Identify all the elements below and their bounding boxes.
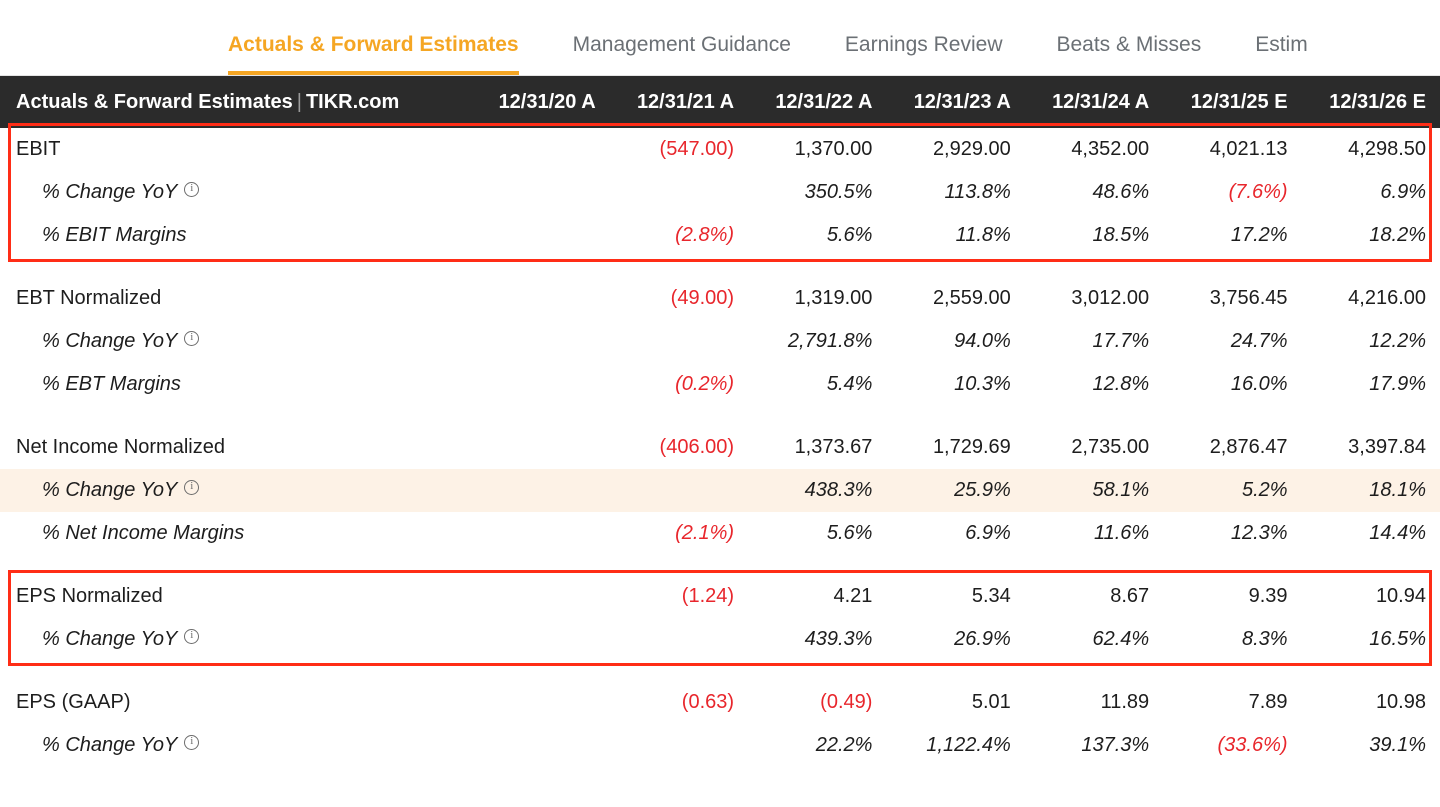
row-label: [0, 214, 471, 257]
cell-value: [610, 724, 748, 767]
cell-value: 1,122.4%: [926, 734, 1011, 756]
cell-value: 16.5%: [1369, 628, 1426, 650]
cell-value: 1,319.00: [794, 287, 873, 309]
table-title: Actuals & Forward Estimates: [16, 90, 293, 113]
cell-value: 5.01: [971, 691, 1011, 713]
cell-value: [471, 320, 609, 363]
row-label-text: % Change YoY: [42, 330, 178, 352]
cell-value: [471, 214, 609, 257]
cell-value: 2,735.00: [1071, 436, 1150, 458]
row-label: [0, 277, 471, 320]
cell-value: 12.8%: [1092, 373, 1150, 395]
cell-value: 9.39: [1248, 585, 1288, 607]
cell-value: [471, 575, 609, 618]
cell-value: 17.7%: [1092, 330, 1150, 352]
cell-value: 1,729.69: [932, 436, 1011, 458]
column-header-0[interactable]: 12/31/20 A: [471, 76, 609, 128]
row-label-text: % EBT Margins: [42, 373, 181, 395]
tab-2[interactable]: Earnings Review: [844, 33, 1003, 56]
cell-value: 1,373.67: [794, 436, 873, 458]
row-label-text: EBT Normalized: [16, 287, 162, 309]
row-label: [0, 128, 471, 171]
cell-value: (0.49): [820, 691, 873, 713]
row-label-text: EBIT: [16, 138, 61, 160]
cell-value: 6.9%: [965, 522, 1011, 544]
cell-value: 5.6%: [826, 522, 873, 544]
table-row[interactable]: [0, 469, 1440, 512]
table-title-cell: [0, 76, 471, 128]
row-label-text: % EBIT Margins: [42, 224, 187, 246]
table-row[interactable]: [0, 681, 1440, 724]
row-label: [0, 320, 471, 363]
title-separator: |: [296, 90, 302, 113]
table-body: [0, 128, 1440, 767]
info-icon[interactable]: [184, 735, 199, 750]
cell-value: 11.8%: [955, 224, 1011, 246]
cell-value: 2,559.00: [932, 287, 1011, 309]
cell-value: [610, 171, 748, 214]
spacer-cell: [0, 661, 1440, 681]
cell-value: (547.00): [659, 138, 735, 160]
row-label-text: EPS (GAAP): [16, 691, 131, 713]
info-icon[interactable]: [184, 182, 199, 197]
info-icon[interactable]: [184, 629, 199, 644]
cell-value: [471, 171, 609, 214]
cell-value: 25.9%: [886, 469, 1024, 512]
cell-value: 10.3%: [954, 373, 1011, 395]
cell-value: 58.1%: [1025, 469, 1163, 512]
cell-value: 5.34: [971, 585, 1011, 607]
tab-bar[interactable]: [0, 0, 1440, 76]
cell-value: 3,012.00: [1071, 287, 1150, 309]
tab-1[interactable]: Management Guidance: [572, 33, 791, 56]
cell-value: (49.00): [670, 287, 735, 309]
table-row[interactable]: [0, 320, 1440, 363]
row-label: [0, 681, 471, 724]
cell-value: 4.21: [833, 585, 873, 607]
cell-value: [471, 512, 609, 555]
table-row[interactable]: [0, 724, 1440, 767]
row-label-text: % Change YoY: [42, 734, 178, 756]
cell-value: [471, 277, 609, 320]
cell-value: 8.67: [1110, 585, 1150, 607]
cell-value: (33.6%): [1217, 734, 1288, 756]
cell-value: (0.2%): [675, 373, 735, 395]
cell-value: 18.5%: [1092, 224, 1150, 246]
tab-0[interactable]: Actuals & Forward Estimates: [228, 34, 519, 75]
row-spacer: [0, 257, 1440, 277]
cell-value: [471, 128, 609, 171]
row-label-text: % Change YoY: [42, 479, 178, 501]
spacer-cell: [0, 257, 1440, 277]
cell-value: 1,370.00: [794, 138, 873, 160]
cell-value: 4,216.00: [1348, 287, 1426, 309]
cell-value: 5.4%: [826, 373, 873, 395]
cell-value: 4,021.13: [1209, 138, 1288, 160]
tab-3[interactable]: Beats & Misses: [1056, 33, 1202, 56]
table-header-row: [0, 76, 1440, 128]
row-label: [0, 469, 471, 512]
cell-value: 3,756.45: [1209, 287, 1288, 309]
column-header-1[interactable]: 12/31/21 A: [610, 76, 748, 128]
cell-value: (2.1%): [675, 522, 735, 544]
tab-4[interactable]: Estim: [1255, 33, 1308, 56]
cell-value: 17.9%: [1369, 373, 1426, 395]
cell-value: [610, 320, 748, 363]
cell-value: (7.6%): [1228, 181, 1288, 203]
cell-value: 113.8%: [944, 181, 1011, 203]
row-label: [0, 171, 471, 214]
cell-value: 5.6%: [826, 224, 873, 246]
cell-value: (1.24): [681, 585, 735, 607]
table-row[interactable]: [0, 575, 1440, 618]
spacer-cell: [0, 406, 1440, 426]
column-header-4[interactable]: 12/31/24 A: [1025, 76, 1163, 128]
source-label: TIKR.com: [305, 90, 400, 113]
row-label: [0, 575, 471, 618]
cell-value: [471, 724, 609, 767]
cell-value: 62.4%: [1092, 628, 1150, 650]
row-spacer: [0, 406, 1440, 426]
cell-value: 5.2%: [1163, 469, 1301, 512]
cell-value: 350.5%: [804, 181, 873, 203]
cell-value: 2,791.8%: [787, 330, 873, 352]
cell-value: 17.2%: [1230, 224, 1288, 246]
cell-value: (2.8%): [675, 224, 735, 246]
table-header: [0, 76, 1440, 128]
info-icon[interactable]: [184, 331, 199, 346]
row-label: [0, 618, 471, 661]
cell-value: 16.0%: [1230, 373, 1288, 395]
table-row[interactable]: [0, 277, 1440, 320]
row-label: [0, 426, 471, 469]
cell-value: 11.89: [1100, 691, 1150, 713]
cell-value: 48.6%: [1092, 181, 1150, 203]
row-spacer: [0, 555, 1440, 575]
financials-table-wrap: [0, 76, 1440, 767]
cell-value: 12.2%: [1369, 330, 1426, 352]
row-label-text: Net Income Normalized: [16, 436, 225, 458]
cell-value: [471, 363, 609, 406]
cell-value: 2,876.47: [1209, 436, 1288, 458]
cell-value: 2,929.00: [932, 138, 1011, 160]
table-row[interactable]: [0, 426, 1440, 469]
cell-value: 26.9%: [954, 628, 1011, 650]
row-spacer: [0, 661, 1440, 681]
cell-value: [471, 426, 609, 469]
column-header-5[interactable]: 12/31/25 E: [1163, 76, 1301, 128]
cell-value: 94.0%: [954, 330, 1011, 352]
cell-value: (406.00): [659, 436, 735, 458]
cell-value: 438.3%: [748, 469, 886, 512]
financials-table: [0, 76, 1440, 767]
cell-value: 10.98: [1375, 691, 1426, 713]
table-row[interactable]: [0, 512, 1440, 555]
table-row[interactable]: [0, 363, 1440, 406]
row-label-text: EPS Normalized: [16, 585, 163, 607]
cell-value: 22.2%: [815, 734, 873, 756]
table-row[interactable]: [0, 171, 1440, 214]
info-icon[interactable]: [184, 480, 199, 495]
column-header-2[interactable]: 12/31/22 A: [748, 76, 886, 128]
row-label: [0, 512, 471, 555]
row-label-text: % Change YoY: [42, 181, 178, 203]
cell-value: 10.94: [1375, 585, 1426, 607]
cell-value: 24.7%: [1230, 330, 1288, 352]
cell-value: 18.2%: [1369, 224, 1426, 246]
table-row[interactable]: [0, 214, 1440, 257]
spacer-cell: [0, 555, 1440, 575]
row-label: [0, 363, 471, 406]
row-label-text: % Change YoY: [42, 628, 178, 650]
cell-value: [610, 618, 748, 661]
column-header-3[interactable]: 12/31/23 A: [886, 76, 1024, 128]
cell-value: 14.4%: [1369, 522, 1426, 544]
cell-value: 4,352.00: [1071, 138, 1150, 160]
cell-value: [471, 618, 609, 661]
cell-value: 12.3%: [1230, 522, 1288, 544]
cell-value: 4,298.50: [1348, 138, 1426, 160]
cell-value: 439.3%: [804, 628, 873, 650]
row-label: [0, 724, 471, 767]
cell-value: 3,397.84: [1348, 436, 1426, 458]
row-label-text: % Net Income Margins: [42, 522, 245, 544]
cell-value: 39.1%: [1369, 734, 1426, 756]
table-row[interactable]: [0, 618, 1440, 661]
cell-value: [610, 469, 748, 512]
table-row[interactable]: [0, 128, 1440, 171]
cell-value: 18.1%: [1302, 469, 1440, 512]
cell-value: 7.89: [1248, 691, 1288, 713]
column-header-6[interactable]: 12/31/26 E: [1302, 76, 1440, 128]
cell-value: 137.3%: [1081, 734, 1150, 756]
cell-value: 8.3%: [1241, 628, 1288, 650]
cell-value: (0.63): [681, 691, 735, 713]
cell-value: 6.9%: [1380, 181, 1426, 203]
cell-value: [471, 469, 609, 512]
cell-value: [471, 681, 609, 724]
cell-value: 11.6%: [1093, 522, 1150, 544]
